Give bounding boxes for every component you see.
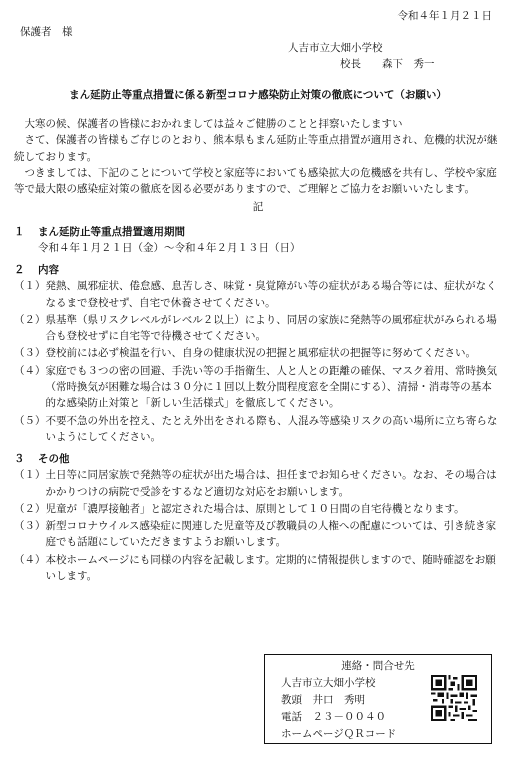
section-heading-text: まん延防止等重点措置適用期間 [38, 225, 185, 238]
item-number: （２） [14, 313, 46, 326]
section-heading [14, 451, 502, 467]
sender-school: 人吉市立大畑小学校 [288, 42, 383, 54]
item-text: 本校ホームページにも同様の内容を記載します。定期的に情報提供しますので、随時確認をお願いします。 [45, 553, 496, 582]
item-number: （３） [14, 347, 46, 360]
list-item [14, 413, 502, 446]
contact-box [264, 654, 492, 744]
contact-teacher: 教頭 井口 秀明 [281, 694, 365, 706]
other-list [14, 467, 502, 584]
item-number: （２） [14, 502, 46, 515]
qr-label: ホームページＱＲコード [281, 728, 397, 740]
item-text: 発熱、風邪症状、倦怠感、息苦しさ、味覚・臭覚障がい等の症状がある場合等には、症状がなくなるまで登校せず、自宅で休養させてください。 [45, 280, 497, 309]
item-text: 児童が「濃厚接触者」と認定された場合は、原則として１０日間の自宅待機となります。 [45, 502, 465, 515]
section-number: ２ [14, 264, 25, 277]
list-item [14, 278, 502, 311]
contents-list [14, 278, 502, 445]
intro-paragraph-1: 大寒の候、保護者の皆様におかれましては益々ご健勝のことと拝察いたしますい [24, 118, 403, 130]
intro-paragraph-3: つきましては、下記のことについて学校と家庭等においても感染拡大の危機感を共有し、学校や家庭等で最大限の感染症対策の徹底を図る必要がありますので、ご理解とご協力をお願いいたします。 [14, 166, 497, 196]
addressee: 保護者 様 [20, 26, 73, 38]
list-item [14, 363, 502, 412]
contact-title: 連絡・問合せ先 [341, 660, 415, 672]
section-heading [14, 224, 502, 240]
list-item [14, 345, 502, 361]
item-text: 県基準（県リスクレベルがレベル２以上）により、同居の家族に発熱等の風邪症状がみられる場合も登校せずに自宅等で待機させてください。 [45, 313, 497, 343]
period-line: 令和４年１月２１日（金）～令和４年２月１３日（日） [38, 241, 301, 254]
section-heading [14, 262, 502, 278]
section-number: １ [14, 225, 25, 238]
item-number: （１） [14, 469, 46, 482]
section-period [14, 224, 502, 257]
item-text: 新型コロナウイルス感染症に関連した児童等及び教職員の人権への配慮については、引き続き家庭でも話題にしていただきますようお願いします。 [45, 520, 497, 549]
qr-code-icon[interactable] [431, 675, 477, 721]
list-item [14, 467, 502, 500]
list-item [14, 518, 502, 551]
section-other [14, 451, 502, 584]
item-number: （４） [14, 364, 46, 377]
list-item [14, 312, 502, 345]
item-text: 家庭でも３つの密の回避、手洗い等の手指衛生、人と人との距離の確保、マスク着用、常時換気（常時換気が困難な場合は３０分に１回以上数分間程度窓を全開にする）、清掃・消毒等の基本的な感染防止対策と「新しい生活様式」を徹底してください。 [45, 364, 497, 410]
item-text: 不要不急の外出を控え、たとえ外出をされる際も、人混み等感染リスクの高い場所に立ち寄らないようにしてください。 [45, 414, 498, 443]
item-text: 土日等に同居家族で発熱等の症状が出た場合は、担任までお知らせください。なお、その場合はかかりつけの病院で受診をするなど適切な対応をお願いします。 [45, 469, 497, 498]
document-title: まん延防止等重点措置に係る新型コロナ感染防止対策の徹底について（お願い） [69, 89, 447, 101]
document-body [14, 116, 502, 585]
intro-paragraph-2: さて、保護者の皆様もご存じのとおり、熊本県もまん延防止等重点措置が適用され、危機的状況が継続しております。 [14, 134, 498, 163]
section-heading-text: 内容 [38, 264, 59, 277]
item-text: 登校前には必ず検温を行い、自身の健康状況の把握と風邪症状の把握等に努めてください。 [45, 347, 476, 360]
list-item [14, 501, 502, 517]
section-heading-text: その他 [38, 453, 70, 466]
item-number: （１） [14, 280, 46, 293]
item-number: （４） [14, 553, 46, 566]
item-number: （３） [14, 520, 46, 533]
contact-school: 人吉市立大畑小学校 [281, 677, 376, 689]
ki-marker: 記 [252, 201, 264, 214]
sender-principal: 校長 森下 秀一 [340, 58, 435, 70]
section-contents [14, 262, 502, 445]
section-number: ３ [14, 453, 25, 466]
document-date: 令和４年１月２１日 [397, 10, 492, 22]
contact-phone: 電話 ２３－００４０ [281, 711, 386, 723]
item-number: （５） [14, 414, 46, 427]
list-item [14, 552, 502, 585]
